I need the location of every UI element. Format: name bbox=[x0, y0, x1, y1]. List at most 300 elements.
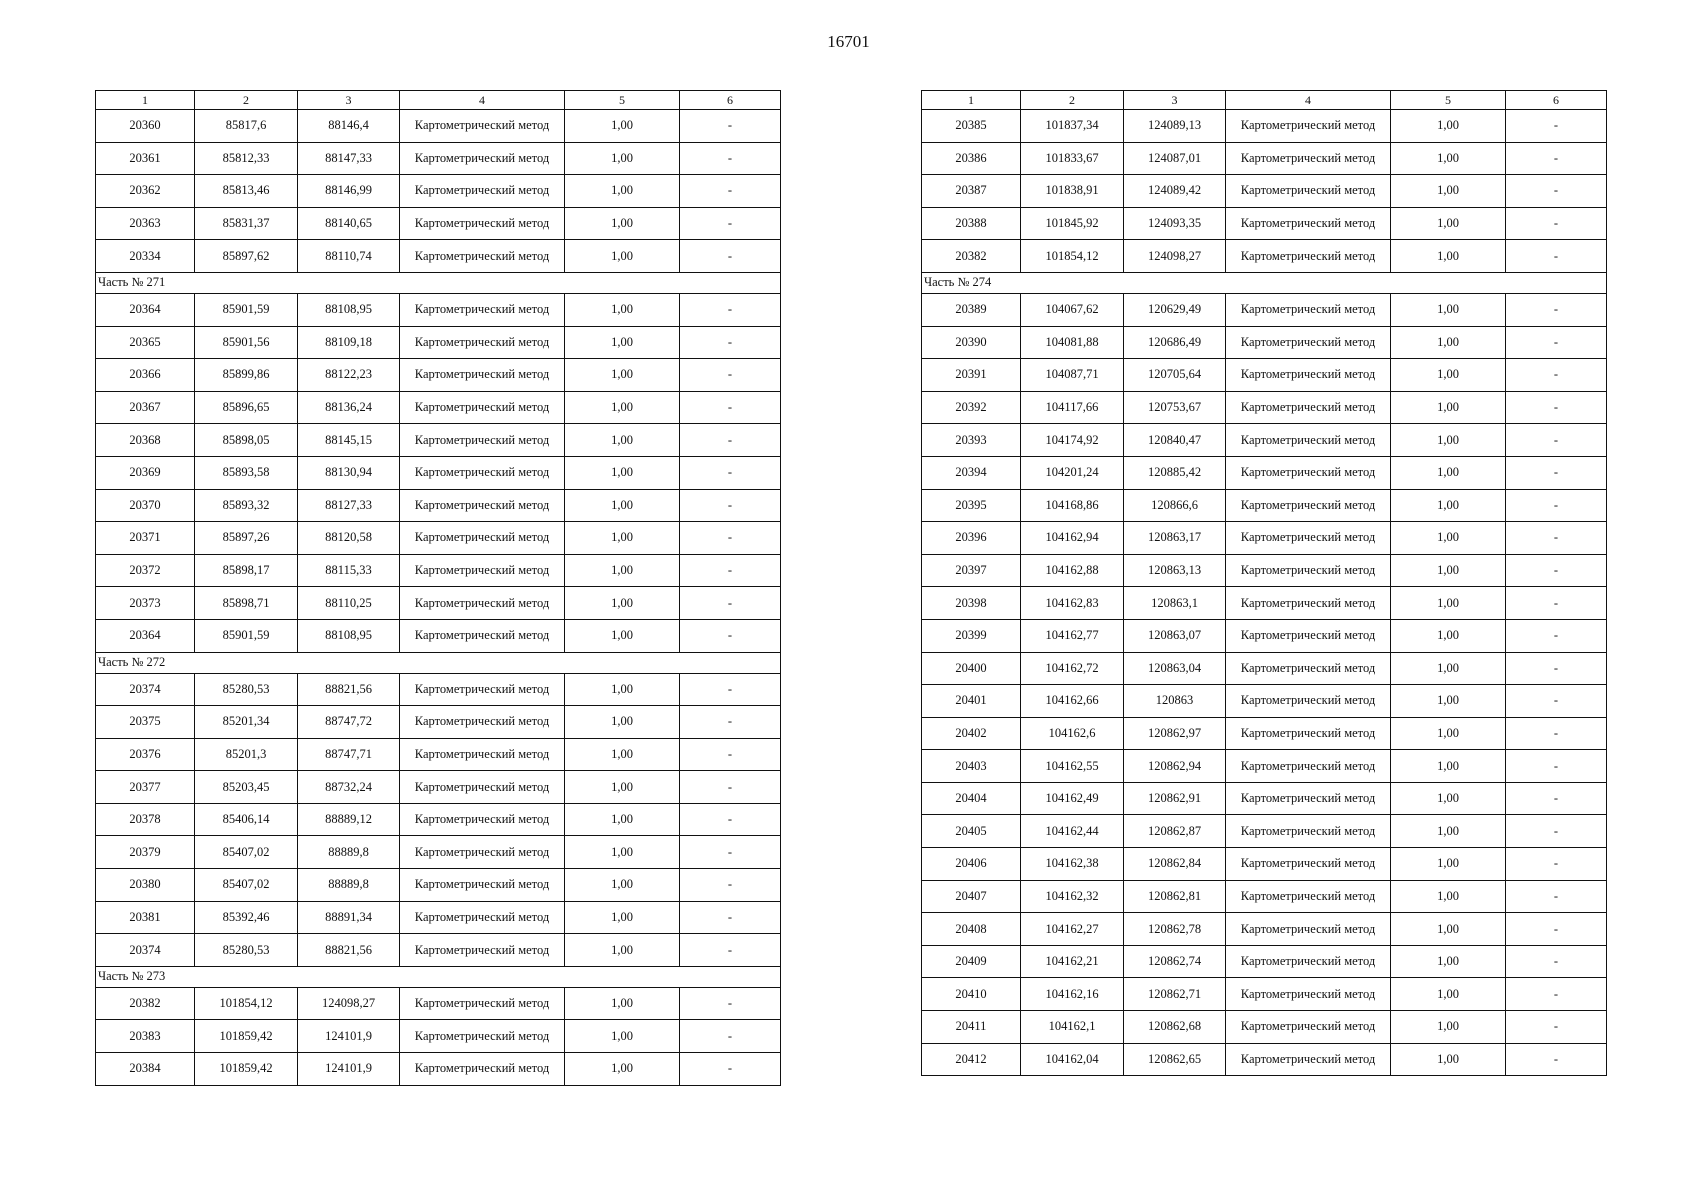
table-cell: 20411 bbox=[922, 1011, 1021, 1044]
table-cell: - bbox=[680, 673, 781, 706]
table-cell: Картометрический метод bbox=[1226, 456, 1391, 489]
table-cell: 1,00 bbox=[565, 987, 680, 1020]
table-cell: - bbox=[1506, 782, 1607, 815]
table-row bbox=[96, 1020, 781, 1053]
table-cell: 88127,33 bbox=[298, 489, 400, 522]
table-cell: 1,00 bbox=[1391, 782, 1506, 815]
table-cell: 1,00 bbox=[1391, 652, 1506, 685]
table-cell: 124101,9 bbox=[298, 1020, 400, 1053]
table-cell: 20362 bbox=[96, 175, 195, 208]
table-cell: Картометрический метод bbox=[400, 619, 565, 652]
table-cell: 120862,65 bbox=[1124, 1043, 1226, 1076]
table-row bbox=[96, 869, 781, 902]
table-cell: - bbox=[1506, 554, 1607, 587]
table-row bbox=[922, 1011, 1607, 1044]
table-cell: - bbox=[1506, 522, 1607, 555]
table-cell: 120862,68 bbox=[1124, 1011, 1226, 1044]
table-row bbox=[922, 489, 1607, 522]
table-cell: 85898,71 bbox=[195, 587, 298, 620]
table-cell: 20384 bbox=[96, 1053, 195, 1086]
table-cell: Картометрический метод bbox=[400, 142, 565, 175]
section-header-row bbox=[922, 272, 1607, 293]
table-cell: - bbox=[680, 326, 781, 359]
table-row bbox=[922, 359, 1607, 392]
column-header: 1 bbox=[922, 91, 1021, 110]
table-cell: 1,00 bbox=[1391, 815, 1506, 848]
table-cell: - bbox=[680, 175, 781, 208]
table-cell: - bbox=[1506, 945, 1607, 978]
table-cell: 1,00 bbox=[565, 619, 680, 652]
table-cell: 104168,86 bbox=[1021, 489, 1124, 522]
table-cell: 1,00 bbox=[1391, 913, 1506, 946]
table-cell: 85899,86 bbox=[195, 359, 298, 392]
table-cell: 85898,17 bbox=[195, 554, 298, 587]
table-cell: - bbox=[1506, 293, 1607, 326]
table-cell: 85898,05 bbox=[195, 424, 298, 457]
table-cell: 88110,25 bbox=[298, 587, 400, 620]
table-cell: - bbox=[680, 771, 781, 804]
table-cell: - bbox=[680, 489, 781, 522]
table-cell: 20360 bbox=[96, 110, 195, 143]
table-cell: 85203,45 bbox=[195, 771, 298, 804]
table-cell: 85201,3 bbox=[195, 738, 298, 771]
section-header-row bbox=[96, 966, 781, 987]
table-cell: 120629,49 bbox=[1124, 293, 1226, 326]
table-cell: 1,00 bbox=[565, 142, 680, 175]
table-cell: Картометрический метод bbox=[1226, 1011, 1391, 1044]
table-cell: 1,00 bbox=[1391, 1011, 1506, 1044]
table-cell: 20385 bbox=[922, 110, 1021, 143]
table-cell: - bbox=[680, 142, 781, 175]
table-cell: Картометрический метод bbox=[1226, 207, 1391, 240]
table-cell: 20405 bbox=[922, 815, 1021, 848]
table-cell: 120862,78 bbox=[1124, 913, 1226, 946]
table-cell: 20399 bbox=[922, 619, 1021, 652]
table-cell: Картометрический метод bbox=[1226, 848, 1391, 881]
table-cell: - bbox=[1506, 175, 1607, 208]
table-cell: Картометрический метод bbox=[1226, 522, 1391, 555]
table-row bbox=[922, 750, 1607, 783]
table-cell: 20380 bbox=[96, 869, 195, 902]
table-cell: 1,00 bbox=[565, 240, 680, 273]
table-row bbox=[96, 391, 781, 424]
table-cell: - bbox=[680, 424, 781, 457]
table-cell: Картометрический метод bbox=[400, 738, 565, 771]
table-cell: - bbox=[680, 110, 781, 143]
table-cell: 88108,95 bbox=[298, 619, 400, 652]
table-cell: 120862,84 bbox=[1124, 848, 1226, 881]
table-cell: 124098,27 bbox=[298, 987, 400, 1020]
table-row bbox=[922, 913, 1607, 946]
table-cell: Картометрический метод bbox=[1226, 142, 1391, 175]
table-cell: 1,00 bbox=[1391, 207, 1506, 240]
table-cell: Картометрический метод bbox=[400, 771, 565, 804]
table-cell: 20390 bbox=[922, 326, 1021, 359]
table-cell: 88109,18 bbox=[298, 326, 400, 359]
table-cell: Картометрический метод bbox=[400, 240, 565, 273]
table-cell: 88115,33 bbox=[298, 554, 400, 587]
table-row bbox=[96, 934, 781, 967]
table-cell: 85812,33 bbox=[195, 142, 298, 175]
table-cell: Картометрический метод bbox=[400, 110, 565, 143]
table-cell: Картометрический метод bbox=[400, 489, 565, 522]
table-cell: 20404 bbox=[922, 782, 1021, 815]
table-cell: 104162,77 bbox=[1021, 619, 1124, 652]
table-cell: 120862,71 bbox=[1124, 978, 1226, 1011]
table-cell: Картометрический метод bbox=[1226, 652, 1391, 685]
column-header: 3 bbox=[298, 91, 400, 110]
table-cell: 1,00 bbox=[565, 901, 680, 934]
table-cell: 20389 bbox=[922, 293, 1021, 326]
table-cell: 88122,23 bbox=[298, 359, 400, 392]
table-cell: - bbox=[680, 554, 781, 587]
table-cell: 104162,44 bbox=[1021, 815, 1124, 848]
table-row bbox=[922, 619, 1607, 652]
table-cell: Картометрический метод bbox=[400, 326, 565, 359]
table-cell: Картометрический метод bbox=[1226, 619, 1391, 652]
table-cell: 124093,35 bbox=[1124, 207, 1226, 240]
table-row bbox=[96, 110, 781, 143]
table-cell: 20366 bbox=[96, 359, 195, 392]
table-cell: 20402 bbox=[922, 717, 1021, 750]
table-cell: 20403 bbox=[922, 750, 1021, 783]
table-cell: 20393 bbox=[922, 424, 1021, 457]
table-cell: - bbox=[1506, 326, 1607, 359]
table-cell: 120686,49 bbox=[1124, 326, 1226, 359]
section-header-row bbox=[96, 652, 781, 673]
table-cell: 85817,6 bbox=[195, 110, 298, 143]
table-cell: 20382 bbox=[922, 240, 1021, 273]
table-row bbox=[922, 456, 1607, 489]
page-number: 16701 bbox=[827, 32, 870, 51]
table-cell: 85897,62 bbox=[195, 240, 298, 273]
table-cell: Картометрический метод bbox=[1226, 750, 1391, 783]
table-row bbox=[96, 706, 781, 739]
table-cell: - bbox=[680, 391, 781, 424]
table-cell: 124098,27 bbox=[1124, 240, 1226, 273]
table-row bbox=[922, 424, 1607, 457]
table-cell: Картометрический метод bbox=[400, 1020, 565, 1053]
table-cell: Картометрический метод bbox=[400, 175, 565, 208]
table-cell: 20398 bbox=[922, 587, 1021, 620]
table-cell: 85893,32 bbox=[195, 489, 298, 522]
table-cell: 20363 bbox=[96, 207, 195, 240]
table-cell: 1,00 bbox=[565, 803, 680, 836]
table-cell: 101854,12 bbox=[195, 987, 298, 1020]
table-cell: Картометрический метод bbox=[1226, 110, 1391, 143]
column-header: 6 bbox=[1506, 91, 1607, 110]
table-row bbox=[96, 619, 781, 652]
table-cell: 120862,74 bbox=[1124, 945, 1226, 978]
table-cell: - bbox=[1506, 391, 1607, 424]
table-cell: 120862,97 bbox=[1124, 717, 1226, 750]
table-cell: - bbox=[1506, 913, 1607, 946]
table-cell: 1,00 bbox=[1391, 619, 1506, 652]
table-cell: 104162,21 bbox=[1021, 945, 1124, 978]
table-cell: - bbox=[680, 836, 781, 869]
table-cell: Картометрический метод bbox=[1226, 554, 1391, 587]
table-cell: Картометрический метод bbox=[1226, 717, 1391, 750]
table-cell: 20334 bbox=[96, 240, 195, 273]
table-cell: 85813,46 bbox=[195, 175, 298, 208]
table-cell: 85901,59 bbox=[195, 619, 298, 652]
table-cell: 20377 bbox=[96, 771, 195, 804]
table-cell: - bbox=[680, 1020, 781, 1053]
table-row bbox=[922, 782, 1607, 815]
table-cell: 85201,34 bbox=[195, 706, 298, 739]
table-cell: 88130,94 bbox=[298, 456, 400, 489]
table-row bbox=[922, 391, 1607, 424]
table-cell: 1,00 bbox=[1391, 848, 1506, 881]
table-row bbox=[922, 815, 1607, 848]
table-cell: 1,00 bbox=[1391, 110, 1506, 143]
table-row bbox=[922, 142, 1607, 175]
table-cell: 20400 bbox=[922, 652, 1021, 685]
table-cell: 1,00 bbox=[1391, 880, 1506, 913]
table-row bbox=[922, 848, 1607, 881]
table-cell: 20408 bbox=[922, 913, 1021, 946]
table-cell: 85280,53 bbox=[195, 673, 298, 706]
table-cell: 120862,87 bbox=[1124, 815, 1226, 848]
table-cell: 20388 bbox=[922, 207, 1021, 240]
table-cell: Картометрический метод bbox=[1226, 913, 1391, 946]
table-cell: 20368 bbox=[96, 424, 195, 457]
table-cell: 88108,95 bbox=[298, 293, 400, 326]
table-cell: 1,00 bbox=[1391, 293, 1506, 326]
table-cell: - bbox=[1506, 750, 1607, 783]
table-cell: 1,00 bbox=[1391, 142, 1506, 175]
table-row bbox=[96, 554, 781, 587]
table-cell: 20394 bbox=[922, 456, 1021, 489]
table-cell: 104162,16 bbox=[1021, 978, 1124, 1011]
table-cell: 1,00 bbox=[565, 110, 680, 143]
table-row bbox=[96, 1053, 781, 1086]
table-cell: 124089,13 bbox=[1124, 110, 1226, 143]
table-cell: 104087,71 bbox=[1021, 359, 1124, 392]
table-cell: Картометрический метод bbox=[400, 587, 565, 620]
table-row bbox=[96, 240, 781, 273]
table-cell: 20406 bbox=[922, 848, 1021, 881]
table-row bbox=[96, 142, 781, 175]
table-row bbox=[96, 175, 781, 208]
table-cell: 85896,65 bbox=[195, 391, 298, 424]
table-row bbox=[922, 587, 1607, 620]
table-cell: 85407,02 bbox=[195, 836, 298, 869]
table-cell: - bbox=[680, 869, 781, 902]
table-cell: Картометрический метод bbox=[1226, 175, 1391, 208]
table-row bbox=[96, 359, 781, 392]
table-cell: Картометрический метод bbox=[1226, 685, 1391, 718]
table-cell: 1,00 bbox=[1391, 240, 1506, 273]
table-cell: 120863,04 bbox=[1124, 652, 1226, 685]
table-cell: 1,00 bbox=[565, 771, 680, 804]
table-cell: Картометрический метод bbox=[1226, 978, 1391, 1011]
table-cell: 104081,88 bbox=[1021, 326, 1124, 359]
table-cell: Картометрический метод bbox=[400, 1053, 565, 1086]
table-row bbox=[922, 685, 1607, 718]
table-cell: 1,00 bbox=[565, 293, 680, 326]
table-cell: 20375 bbox=[96, 706, 195, 739]
table-cell: Картометрический метод bbox=[1226, 424, 1391, 457]
table-cell: 20381 bbox=[96, 901, 195, 934]
table-cell: - bbox=[1506, 489, 1607, 522]
table-cell: 104162,38 bbox=[1021, 848, 1124, 881]
table-cell: 20367 bbox=[96, 391, 195, 424]
table-row bbox=[922, 522, 1607, 555]
table-cell: - bbox=[680, 706, 781, 739]
table-cell: - bbox=[1506, 456, 1607, 489]
table-cell: 88120,58 bbox=[298, 522, 400, 555]
table-cell: 20410 bbox=[922, 978, 1021, 1011]
table-cell: 1,00 bbox=[565, 1020, 680, 1053]
table-cell: 20364 bbox=[96, 619, 195, 652]
table-cell: - bbox=[1506, 619, 1607, 652]
table-cell: - bbox=[1506, 652, 1607, 685]
table-cell: 1,00 bbox=[1391, 175, 1506, 208]
table-cell: 120840,47 bbox=[1124, 424, 1226, 457]
table-cell: 85901,59 bbox=[195, 293, 298, 326]
table-row bbox=[96, 326, 781, 359]
table-cell: - bbox=[1506, 880, 1607, 913]
table-cell: 1,00 bbox=[1391, 978, 1506, 1011]
table-cell: 120863,1 bbox=[1124, 587, 1226, 620]
table-cell: 104162,32 bbox=[1021, 880, 1124, 913]
table-cell: 120866,6 bbox=[1124, 489, 1226, 522]
table-cell: 88821,56 bbox=[298, 673, 400, 706]
table-cell: 85392,46 bbox=[195, 901, 298, 934]
table-cell: 1,00 bbox=[1391, 326, 1506, 359]
table-cell: 1,00 bbox=[1391, 489, 1506, 522]
table-cell: 124089,42 bbox=[1124, 175, 1226, 208]
table-cell: 104162,1 bbox=[1021, 1011, 1124, 1044]
table-cell: 20412 bbox=[922, 1043, 1021, 1076]
table-row bbox=[922, 652, 1607, 685]
column-header: 1 bbox=[96, 91, 195, 110]
column-header: 2 bbox=[195, 91, 298, 110]
section-label: Часть № 273 bbox=[96, 966, 781, 987]
table-cell: Картометрический метод bbox=[1226, 293, 1391, 326]
table-cell: Картометрический метод bbox=[1226, 359, 1391, 392]
table-row bbox=[96, 424, 781, 457]
table-cell: Картометрический метод bbox=[400, 987, 565, 1020]
table-cell: 20378 bbox=[96, 803, 195, 836]
table-cell: - bbox=[680, 522, 781, 555]
table-cell: 120862,81 bbox=[1124, 880, 1226, 913]
table-cell: 20409 bbox=[922, 945, 1021, 978]
table-cell: 88732,24 bbox=[298, 771, 400, 804]
table-cell: Картометрический метод bbox=[1226, 489, 1391, 522]
table-cell: 20361 bbox=[96, 142, 195, 175]
table-cell: 120863,07 bbox=[1124, 619, 1226, 652]
table-cell: 85901,56 bbox=[195, 326, 298, 359]
table-cell: 85280,53 bbox=[195, 934, 298, 967]
table-cell: Картометрический метод bbox=[400, 207, 565, 240]
table-cell: 104162,6 bbox=[1021, 717, 1124, 750]
table-cell: - bbox=[1506, 848, 1607, 881]
table-cell: - bbox=[1506, 978, 1607, 1011]
table-cell: Картометрический метод bbox=[400, 803, 565, 836]
table-cell: 20379 bbox=[96, 836, 195, 869]
table-cell: 104067,62 bbox=[1021, 293, 1124, 326]
table-cell: Картометрический метод bbox=[400, 934, 565, 967]
table-cell: 1,00 bbox=[1391, 554, 1506, 587]
table-cell: 20392 bbox=[922, 391, 1021, 424]
table-row bbox=[96, 489, 781, 522]
table-cell: - bbox=[680, 934, 781, 967]
table-row bbox=[96, 901, 781, 934]
table-cell: 20376 bbox=[96, 738, 195, 771]
table-cell: 101859,42 bbox=[195, 1053, 298, 1086]
table-cell: 88146,99 bbox=[298, 175, 400, 208]
table-cell: - bbox=[680, 987, 781, 1020]
table-cell: 104162,49 bbox=[1021, 782, 1124, 815]
table-cell: - bbox=[1506, 359, 1607, 392]
table-cell: Картометрический метод bbox=[1226, 782, 1391, 815]
table-row bbox=[922, 880, 1607, 913]
table-cell: 104117,66 bbox=[1021, 391, 1124, 424]
table-cell: 1,00 bbox=[1391, 750, 1506, 783]
table-row bbox=[96, 456, 781, 489]
column-header: 4 bbox=[1226, 91, 1391, 110]
table-cell: - bbox=[680, 207, 781, 240]
column-header: 5 bbox=[565, 91, 680, 110]
table-cell: 104162,04 bbox=[1021, 1043, 1124, 1076]
table-cell: 104162,94 bbox=[1021, 522, 1124, 555]
table-row bbox=[922, 554, 1607, 587]
table-cell: 104201,24 bbox=[1021, 456, 1124, 489]
table-cell: - bbox=[680, 619, 781, 652]
table-cell: 124087,01 bbox=[1124, 142, 1226, 175]
table-cell: - bbox=[680, 359, 781, 392]
table-cell: 1,00 bbox=[1391, 391, 1506, 424]
table-row bbox=[96, 587, 781, 620]
table-cell: 1,00 bbox=[565, 175, 680, 208]
table-cell: 120885,42 bbox=[1124, 456, 1226, 489]
table-cell: 88110,74 bbox=[298, 240, 400, 273]
table-row bbox=[922, 175, 1607, 208]
table-cell: 104162,72 bbox=[1021, 652, 1124, 685]
table-cell: 1,00 bbox=[565, 522, 680, 555]
table-cell: 101833,67 bbox=[1021, 142, 1124, 175]
table-cell: 88889,8 bbox=[298, 836, 400, 869]
table-cell: - bbox=[1506, 815, 1607, 848]
table-cell: 101859,42 bbox=[195, 1020, 298, 1053]
section-label: Часть № 274 bbox=[922, 272, 1607, 293]
table-cell: 1,00 bbox=[565, 934, 680, 967]
table-cell: 120863,17 bbox=[1124, 522, 1226, 555]
table-row bbox=[922, 978, 1607, 1011]
table-cell: 20373 bbox=[96, 587, 195, 620]
table-cell: - bbox=[1506, 110, 1607, 143]
table-row bbox=[922, 110, 1607, 143]
table-cell: Картометрический метод bbox=[400, 706, 565, 739]
table-cell: 85897,26 bbox=[195, 522, 298, 555]
table-cell: 124101,9 bbox=[298, 1053, 400, 1086]
table-cell: 120753,67 bbox=[1124, 391, 1226, 424]
table-cell: 1,00 bbox=[565, 1053, 680, 1086]
table-cell: 120862,91 bbox=[1124, 782, 1226, 815]
table-row bbox=[96, 771, 781, 804]
column-header: 6 bbox=[680, 91, 781, 110]
table-cell: 20374 bbox=[96, 934, 195, 967]
table-cell: Картометрический метод bbox=[1226, 326, 1391, 359]
table-cell: 20407 bbox=[922, 880, 1021, 913]
table-cell: 104162,55 bbox=[1021, 750, 1124, 783]
table-cell: Картометрический метод bbox=[400, 869, 565, 902]
table-row bbox=[96, 987, 781, 1020]
table-row bbox=[922, 1043, 1607, 1076]
table-cell: 1,00 bbox=[565, 869, 680, 902]
